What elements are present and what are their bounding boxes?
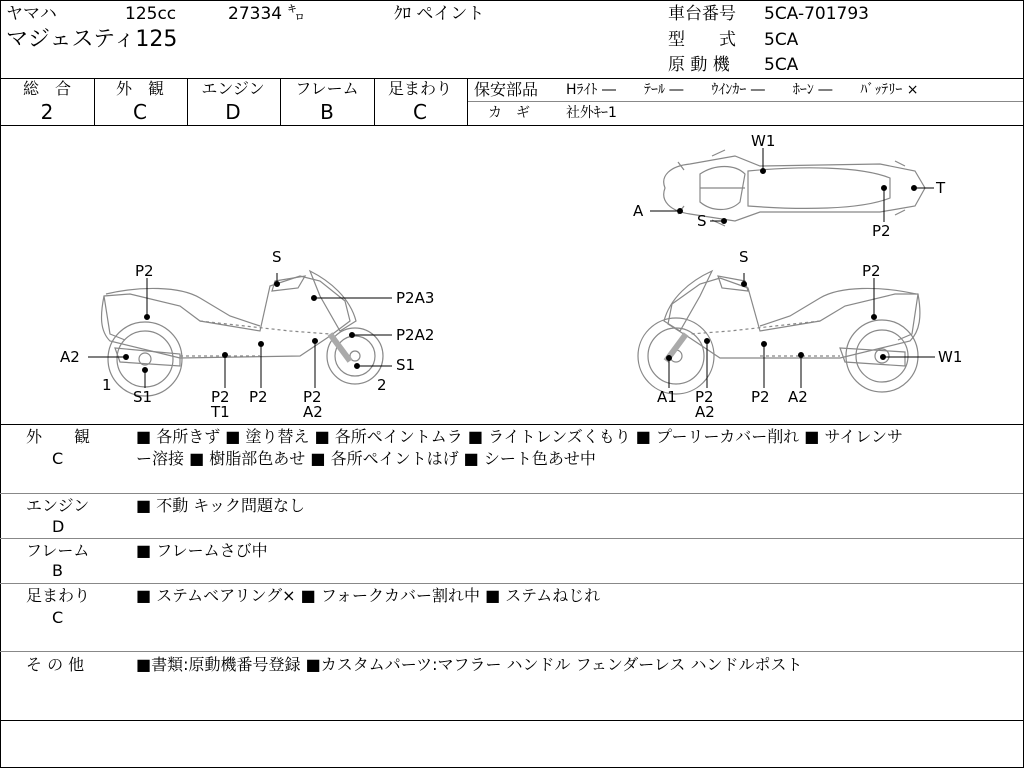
divider	[0, 493, 1023, 494]
scooter-right-view	[638, 271, 920, 394]
engine-value: 5CA	[764, 55, 799, 75]
diagram-label: P2	[303, 388, 322, 406]
diagram-label: P2	[211, 388, 230, 406]
type-label: 型 式	[668, 30, 736, 50]
note-text-exterior: ー溶接 ■ 樹脂部色あせ ■ 各所ペイントはげ ■ シート色あせ中	[136, 449, 596, 468]
note-grade-suspension: C	[52, 608, 64, 627]
note-category-suspension: 足まわり	[26, 586, 91, 605]
displacement: 125cc	[125, 4, 177, 24]
note-category-other: そ の 他	[26, 655, 85, 674]
key-label: カ ギ	[488, 105, 530, 121]
grade-label-overall: 総 合	[22, 79, 71, 98]
note-grade-engine: D	[52, 517, 65, 536]
grade-value-exterior: C	[133, 100, 147, 124]
note-text-engine: ■ 不動 キック問題なし	[136, 496, 305, 515]
diagram-label: P2	[249, 388, 268, 406]
diagram-label: A1	[657, 388, 677, 406]
model-name: マジェスティ125	[6, 27, 178, 52]
diagram-label: S	[697, 212, 707, 230]
diagram-label: P2A2	[396, 326, 435, 344]
engine-label: 原 動 機	[668, 55, 730, 75]
diagram-label: W1	[938, 348, 963, 366]
grade-value-frame: B	[320, 100, 334, 124]
diagram-label: S1	[133, 388, 153, 406]
grade-label-frame: フレーム	[295, 79, 359, 98]
grade-value-overall: 2	[40, 100, 54, 124]
diagram-label: A	[633, 202, 644, 220]
diagram-label: 2	[377, 376, 387, 394]
note-text-exterior: ■ 各所きず ■ 塗り替え ■ 各所ペイントムラ ■ ライトレンズくもり ■ プーリーカバー削れ ■ サイレンサ	[136, 427, 903, 446]
maker: ヤマハ	[6, 4, 57, 24]
divider	[0, 424, 1023, 425]
divider	[467, 78, 468, 125]
divider	[0, 538, 1023, 539]
diagram-label: T	[936, 179, 946, 197]
grade-value-suspension: C	[413, 100, 427, 124]
safety-title: 保安部品	[474, 80, 539, 99]
mileage: 27334 ㌔	[228, 4, 305, 24]
safety-items: Hﾗｲﾄ ― ﾃｰﾙ ― ｳｲﾝｶｰ ― ﾎｰﾝ ― ﾊﾞｯﾃﾘｰ ×	[566, 82, 919, 98]
divider	[0, 651, 1023, 652]
color: ｸﾛ ペイント	[394, 4, 485, 24]
note-category-frame: フレーム	[26, 541, 90, 560]
type-value: 5CA	[764, 30, 799, 50]
diagram-label: P2	[862, 262, 881, 280]
damage-diagram	[0, 126, 1023, 424]
diagram-label: P2A3	[396, 289, 435, 307]
diagram-label: A2	[60, 348, 80, 366]
diagram-label: P2	[135, 262, 154, 280]
diagram-label: A2	[303, 403, 323, 421]
diagram-label: 1	[102, 376, 112, 394]
grade-label-engine: エンジン	[201, 79, 265, 98]
diagram-label: P2	[751, 388, 770, 406]
grade-value-engine: D	[225, 100, 241, 124]
note-text-other: ■書類:原動機番号登録 ■カスタムパーツ:マフラー ハンドル フェンダーレス ハンドルポスト	[136, 655, 803, 674]
note-category-engine: エンジン	[26, 496, 90, 515]
diagram-label: S	[272, 248, 282, 266]
diagram-label: T1	[211, 403, 230, 421]
key-value: 社外ｷｰ1	[566, 105, 617, 121]
diagram-label: W1	[751, 132, 776, 150]
diagram-label: S	[739, 248, 749, 266]
note-grade-frame: B	[52, 561, 63, 580]
diagram-label: P2	[872, 222, 891, 240]
grade-label-exterior: 外 観	[115, 79, 164, 98]
grade-label-suspension: 足まわり	[387, 79, 452, 98]
scooter-left-view	[102, 271, 383, 396]
note-grade-exterior: C	[52, 449, 64, 468]
note-category-exterior: 外 観	[26, 427, 91, 446]
frame-no-label: 車台番号	[668, 4, 736, 24]
frame-no: 5CA-701793	[764, 4, 869, 24]
diagram-label: P2	[695, 388, 714, 406]
divider	[468, 101, 1023, 102]
diagram-label: S1	[396, 356, 416, 374]
diagram-label: A2	[788, 388, 808, 406]
divider	[0, 720, 1023, 721]
note-text-suspension: ■ ステムベアリング× ■ フォークカバー割れ中 ■ ステムねじれ	[136, 586, 601, 605]
diagram-label: A2	[695, 403, 715, 421]
divider	[0, 583, 1023, 584]
note-text-frame: ■ フレームさび中	[136, 541, 268, 560]
